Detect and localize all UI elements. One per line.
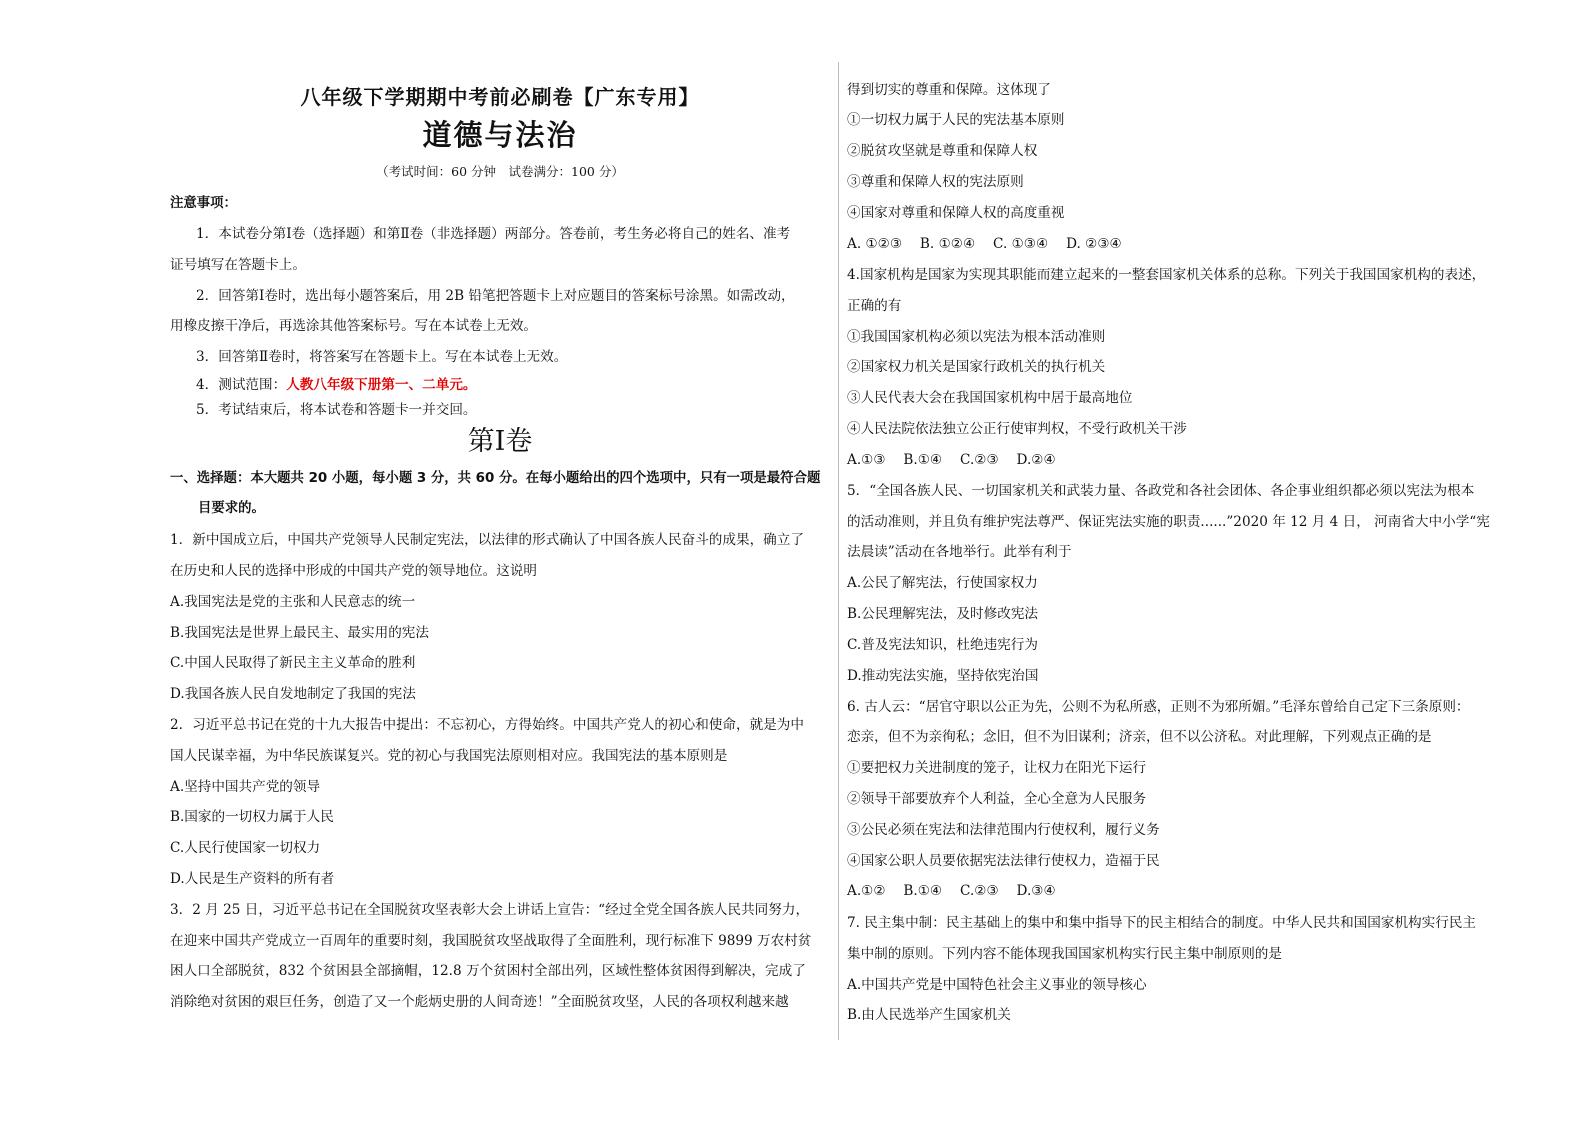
notice-title: 注意事项： xyxy=(170,196,237,211)
question-text: 法晨读”活动在各地举行。此举有利于 xyxy=(847,544,1072,560)
answer-option: C.中国人民取得了新民主主义革命的胜利 xyxy=(170,655,416,671)
answer-option: A.坚持中国共产党的领导 xyxy=(170,779,321,795)
question-text: 国人民谋幸福，为中华民族谋复兴。党的初心与我国宪法原则相对应。我国宪法的基本原则是 xyxy=(170,748,728,764)
question-text: 7. 民主集中制：民主基础上的集中和集中指导下的民主相结合的制度。中华人民共和国国家机构实行民主 xyxy=(847,915,1477,931)
answer-options: A.①② B.①④ C.②③ D.③④ xyxy=(847,883,1056,899)
section-instruction-cont: 目要求的。 xyxy=(198,501,265,516)
exam-series-title: 八年级下学期期中考前必刷卷【广东专用】 xyxy=(300,85,700,109)
answer-option: D.我国各族人民自发地制定了我国的宪法 xyxy=(170,686,416,702)
statement-item: ②领导干部要放弃个人利益，全心全意为人民服务 xyxy=(847,791,1147,807)
statement-item: ③人民代表大会在我国国家机构中居于最高地位 xyxy=(847,390,1133,406)
question-text: 集中制的原则。下列内容不能体现我国国家机构实行民主集中制原则的是 xyxy=(847,946,1282,962)
answer-option: D.人民是生产资料的所有者 xyxy=(170,871,335,887)
answer-option: C.普及宪法知识，杜绝违宪行为 xyxy=(847,637,1038,653)
question-text: 4.国家机构是国家为实现其职能而建立起来的一整套国家机关体系的总称。下列关于我国国家机构的表述， xyxy=(847,267,1486,283)
statement-item: ①一切权力属于人民的宪法基本原则 xyxy=(847,112,1065,128)
notice-item-3: 3．回答第Ⅱ卷时，将答案写在答题卡上。写在本试卷上无效。 xyxy=(196,349,568,365)
answer-option: B.由人民选举产生国家机关 xyxy=(847,1007,1011,1023)
answer-options: A. ①②③ B. ①②④ C. ①③④ D. ②③④ xyxy=(847,236,1122,252)
notice-item-2-cont: 用橡皮擦干净后，再选涂其他答案标号。写在本试卷上无效。 xyxy=(170,318,538,334)
answer-option: A.中国共产党是中国特色社会主义事业的领导核心 xyxy=(847,977,1147,993)
question-text: 困人口全部脱贫，832 个贫困县全部摘帽，12.8 万个贫困村全部出列，区域性整体贫困得到解决，完成了 xyxy=(170,963,806,979)
test-scope: 人教八年级下册第一、二单元。 xyxy=(286,377,477,393)
notice-item-4-prefix: 4．测试范围： xyxy=(196,377,287,393)
answer-option: A.我国宪法是党的主张和人民意志的统一 xyxy=(170,594,416,610)
answer-option: C.人民行使国家一切权力 xyxy=(170,840,321,856)
answer-option: B.我国宪法是世界上最民主、最实用的宪法 xyxy=(170,625,429,641)
question-text: 3．2 月 25 日，习近平总书记在全国脱贫攻坚表彰大会上讲话上宣告：“经过全党全国各族人民共同努力， xyxy=(170,902,810,918)
section-instruction: 一、选择题：本大题共 20 小题，每小题 3 分，共 60 分。在每小题给出的四个选项中，只有一项是最符合题 xyxy=(170,471,821,486)
question-text: 在迎来中国共产党成立一百周年的重要时刻，我国脱贫攻坚战取得了全面胜利，现行标准下 9899 万农村贫 xyxy=(170,933,812,949)
notice-item-4 xyxy=(196,375,477,395)
statement-item: ①要把权力关进制度的笼子，让权力在阳光下运行 xyxy=(847,760,1147,776)
subject-title: 道德与法治 xyxy=(422,118,578,152)
statement-item: ④人民法院依法独立公正行使审判权，不受行政机关干涉 xyxy=(847,421,1187,437)
column-divider xyxy=(838,62,839,1040)
notice-item-2: 2．回答第Ⅰ卷时，选出每小题答案后，用 2B 铅笔把答题卡上对应题目的答案标号涂黑。如需改动， xyxy=(196,288,795,304)
question-text: 正确的有 xyxy=(847,298,902,314)
statement-item: ④国家公职人员要依据宪法法律行使权力，造福于民 xyxy=(847,853,1160,869)
question-text: 2．习近平总书记在党的十九大报告中提出：不忘初心，方得始终。中国共产党人的初心和使命，就是为中 xyxy=(170,717,804,733)
statement-item: ①我国国家机构必须以宪法为根本活动准则 xyxy=(847,329,1106,345)
answer-option: A.公民了解宪法，行使国家权力 xyxy=(847,575,1038,591)
statement-item: ③公民必须在宪法和法律范围内行使权利，履行义务 xyxy=(847,822,1160,838)
notice-item-5: 5．考试结束后，将本试卷和答题卡一并交回。 xyxy=(196,402,477,418)
question-text: 得到切实的尊重和保障。这体现了 xyxy=(847,82,1051,98)
statement-item: ②脱贫攻坚就是尊重和保障人权 xyxy=(847,143,1038,159)
section-title: 第Ⅰ卷 xyxy=(467,426,533,457)
notice-item-1-cont: 证号填写在答题卡上。 xyxy=(170,257,306,273)
answer-options: A.①③ B.①④ C.②③ D.②④ xyxy=(847,452,1056,468)
answer-option: B.公民理解宪法，及时修改宪法 xyxy=(847,606,1039,622)
statement-item: ③尊重和保障人权的宪法原则 xyxy=(847,174,1024,190)
question-text: 6. 古人云：“居官守职以公正为先，公则不为私所惑，正则不为邪所媚。”毛泽东曾给自己定下三条原则： xyxy=(847,699,1470,715)
answer-option: D.推动宪法实施，坚持依宪治国 xyxy=(847,668,1039,684)
statement-item: ②国家权力机关是国家行政机关的执行机关 xyxy=(847,359,1106,375)
statement-item: ④国家对尊重和保障人权的高度重视 xyxy=(847,205,1065,221)
question-text: 1．新中国成立后，中国共产党领导人民制定宪法，以法律的形式确认了中国各族人民奋斗的成果，确立了 xyxy=(170,532,804,548)
question-text: 消除绝对贫困的艰巨任务，创造了又一个彪炳史册的人间奇迹！”全面脱贫攻坚，人民的各项权利越来越 xyxy=(170,994,789,1010)
answer-option: B.国家的一切权力属于人民 xyxy=(170,809,334,825)
question-text: 在历史和人民的选择中形成的中国共产党的领导地位。这说明 xyxy=(170,563,538,579)
exam-info: （考试时间：60 分钟 试卷满分：100 分） xyxy=(376,164,624,179)
question-text: 的活动准则，并且负有维护宪法尊严、保证宪法实施的职责......”2020 年 12 月 4 日， 河南省大中小学“宪 xyxy=(847,514,1490,530)
question-text: 5．“全国各族人民、一切国家机关和武装力量、各政党和各社会团体、各企事业组织都必须以宪法为根本 xyxy=(847,483,1475,499)
notice-item-1: 1．本试卷分第Ⅰ卷（选择题）和第Ⅱ卷（非选择题）两部分。答卷前，考生务必将自己的姓名、准考 xyxy=(196,226,791,242)
question-text: 恋亲，但不为亲徇私；念旧，但不为旧谋利；济亲，但不以公济私。对此理解，下列观点正确的是 xyxy=(847,729,1432,745)
